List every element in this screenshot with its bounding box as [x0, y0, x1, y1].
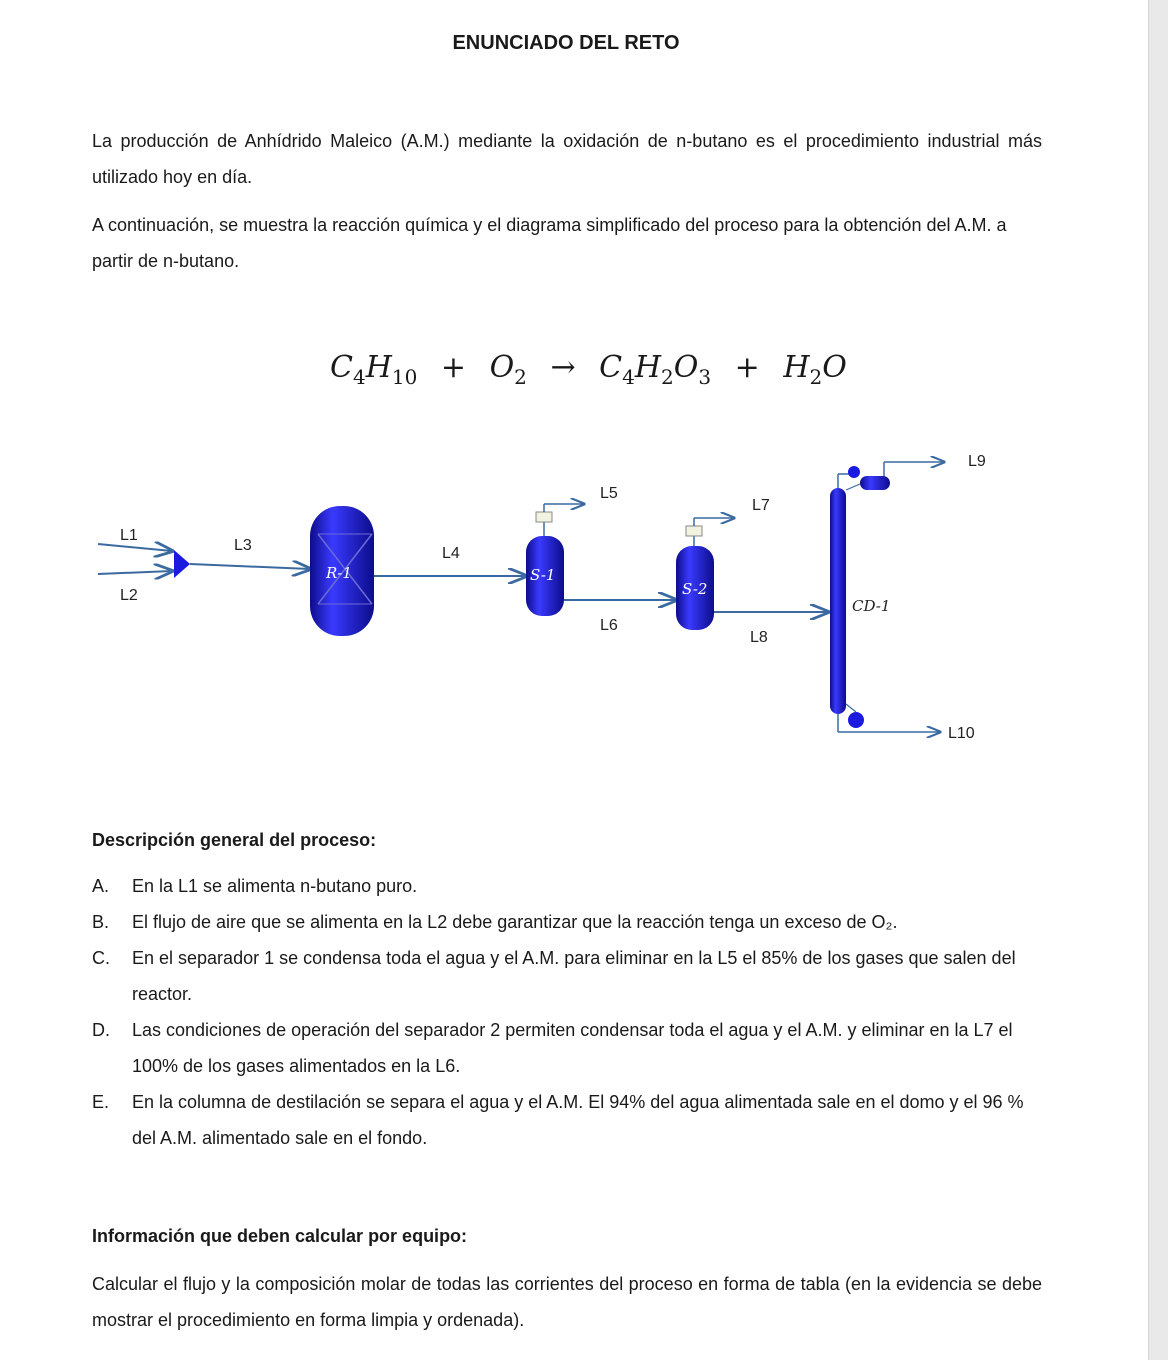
- label-l1: L1: [120, 527, 138, 544]
- task-heading: Información que deben calcular por equipo:: [92, 1226, 468, 1246]
- label-l6: L6: [600, 617, 618, 634]
- process-flow-diagram: [0, 440, 1100, 750]
- label-l3: L3: [234, 537, 252, 554]
- chemical-equation: $C_4H_{10} + O_2 \to C_4H_2O_3 + H_2O$: [330, 350, 847, 389]
- page-title: ENUNCIADO DEL RETO: [452, 32, 680, 54]
- process-list: [92, 868, 1052, 1156]
- list-item: A. En la L1 se alimenta n-butano puro.: [92, 876, 418, 896]
- list-item: E. En la columna de destilación se separa el agua y el A.M. El 94% del agua alimentada sale en el domo y el 96 % del A.M. alimentado sale en el fondo.: [92, 1092, 1024, 1148]
- mixer-icon: [174, 550, 190, 578]
- task-paragraph: Calcular el flujo y la composición molar de todas las corrientes del proceso en forma de tabla (en la evidencia se debe mostrar el procedimiento en forma limpia y ordenada).: [92, 1274, 1042, 1330]
- stream-l2-line: [98, 571, 172, 574]
- list-item: B. El flujo de aire que se alimenta en la L2 debe garantizar que la reacción tenga un exceso de O₂.: [92, 912, 898, 932]
- label-l10: L10: [948, 725, 975, 742]
- label-s2: S-2: [682, 580, 708, 598]
- scrollbar-track[interactable]: [1148, 0, 1168, 1360]
- list-item: D. Las condiciones de operación del separador 2 permiten condensar toda el agua y el A.M. y eliminar en la L7 el 100% de los gases alimentados en la L6.: [92, 1020, 1013, 1076]
- label-l2: L2: [120, 587, 138, 604]
- label-l9: L9: [968, 453, 986, 470]
- reactor-r1: [310, 506, 374, 636]
- intro-paragraph-1: La producción de Anhídrido Maleico (A.M.) mediante la oxidación de n-butano es el procedimiento industrial más utilizado hoy en día.: [92, 131, 1042, 187]
- label-l5: L5: [600, 485, 618, 502]
- stream-l1-line: [98, 544, 172, 551]
- label-l7: L7: [752, 497, 770, 514]
- list-item: C. En el separador 1 se condensa toda el agua y el A.M. para eliminar en la L5 el 85% de los gases que salen del reactor.: [92, 948, 1016, 1004]
- intro-paragraph-2: A continuación, se muestra la reacción química y el diagrama simplificado del proceso para la obtención del A.M. a partir de n-butano.: [92, 215, 1007, 271]
- label-s1: S-1: [530, 566, 556, 584]
- distillation-column-cd1: [830, 462, 944, 732]
- label-r1: R-1: [326, 564, 352, 582]
- label-l8: L8: [750, 629, 768, 646]
- stream-l3-line: [190, 564, 310, 569]
- separator-s2: [676, 518, 734, 630]
- label-cd1: CD-1: [852, 597, 891, 615]
- process-heading: Descripción general del proceso:: [92, 830, 377, 850]
- label-l4: L4: [442, 545, 460, 562]
